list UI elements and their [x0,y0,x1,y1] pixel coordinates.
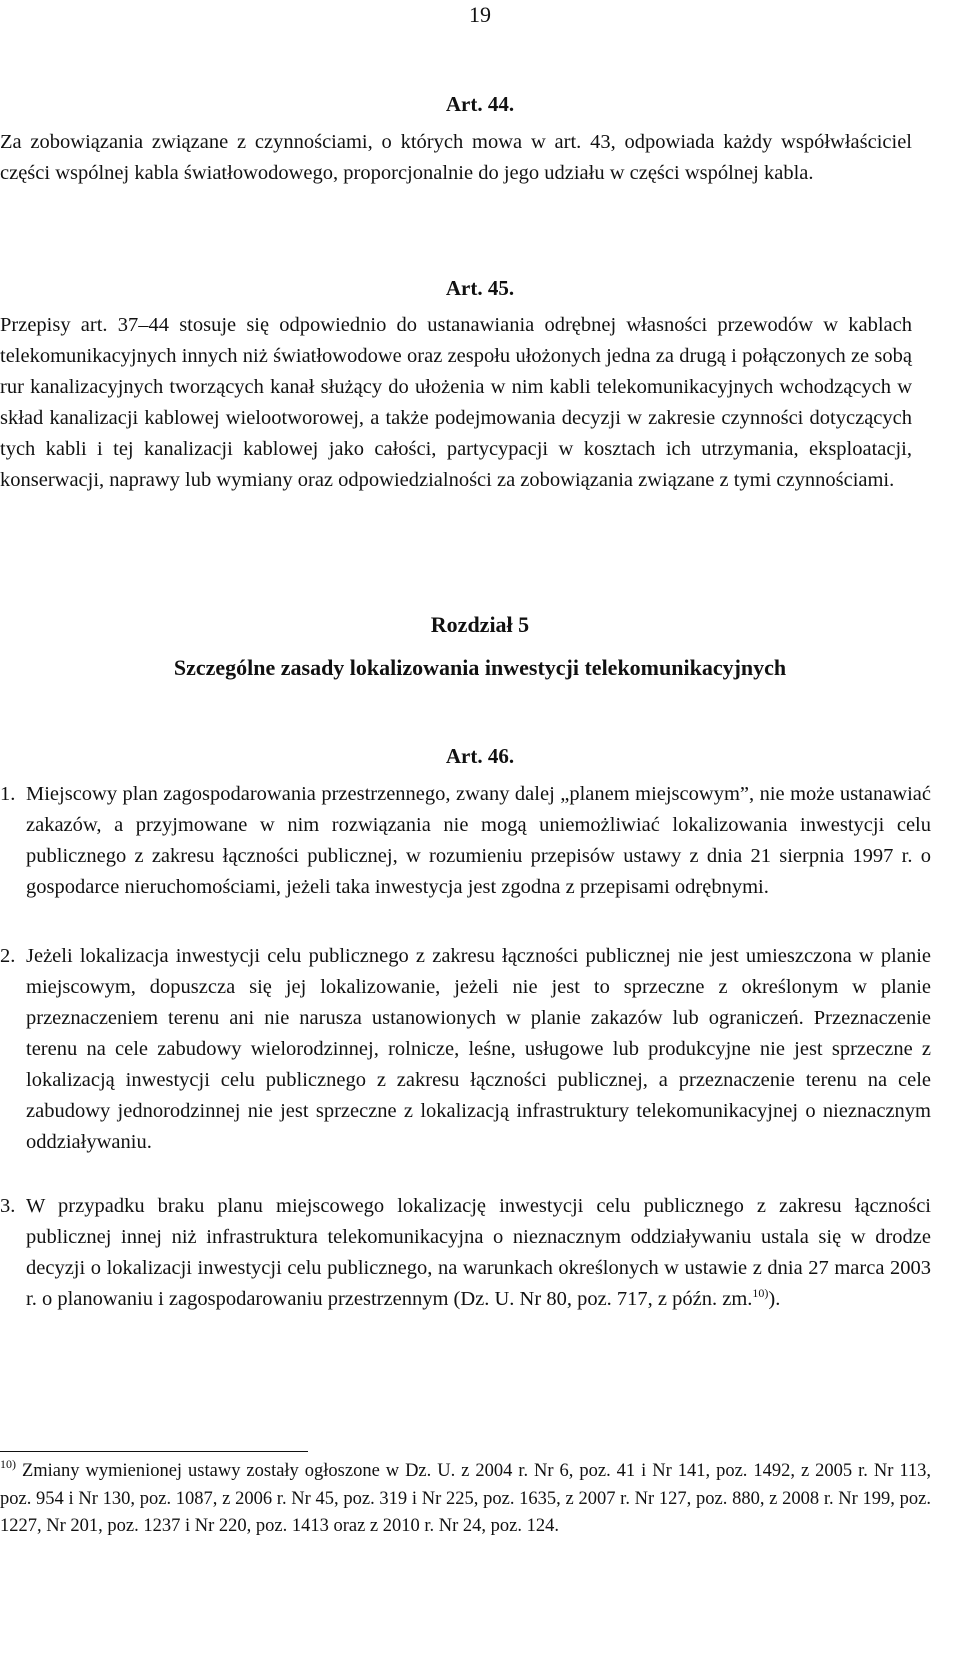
art-44-heading: Art. 44. [445,92,515,116]
art-44-text: Za zobowiązania związane z czynnościami, o których mowa w art. 43, odpowiada każdy współwłaściciel części wspólnej kabla światłowodowego, proporcjonalnie do jego udziału w części wspólnej kabla. [0,131,912,184]
paragraph-number: 2. [0,945,16,967]
footnote-marker: 10) [0,1457,16,1471]
art-46-heading: Art. 46. [445,744,515,768]
art-45-heading: Art. 45. [445,276,515,300]
paragraph-text: W przypadku braku planu miejscowego lokalizację inwestycji celu publicznego z zakresu łączności publicznej innej niż infrastruktura telekomunikacyjna o nieznacznym oddziaływaniu ustala się w drodze decyzji o lokalizacji inwestycji celu publicznego, na warunkach określonych w ustawie z dnia 27 marca 2003 r. o planowaniu i zagospodarowaniu przestrzennym (Dz. U. Nr 80, poz. 717, z późn. zm. [26,1195,931,1310]
paragraph-number: 1. [0,783,16,805]
paragraph-text-tail: ). [768,1288,781,1310]
footnote-10 [0,1458,931,1541]
chapter-title: Szczególne zasady lokalizowania inwestycji telekomunikacyjnych [173,655,787,680]
footnote-separator [0,1451,308,1452]
footnote-reference[interactable]: 10) [752,1286,769,1300]
art-46-paragraph-1 [0,779,931,903]
art-46-paragraph-2 [0,941,931,1158]
footnote-text: Zmiany wymienionej ustawy zostały ogłoszone w Dz. U. z 2004 r. Nr 6, poz. 41 i Nr 141, poz. 1492, z 2005 r. Nr 113, poz. 954 i Nr 130, poz. 1087, z 2006 r. Nr 45, poz. 319 i Nr 225, poz. 1635, z 2007 r. Nr 127, poz. 880, z 2008 r. Nr 199, poz. 1227, Nr 201, poz. 1237 i Nr 220, poz. 1413 oraz z 2010 r. Nr 24, poz. 124. [0,1461,932,1536]
page-number: 19 [469,2,491,27]
paragraph-number: 3. [0,1195,16,1217]
paragraph-text: Miejscowy plan zagospodarowania przestrzennego, zwany dalej „planem miejscowym”, nie może ustanawiać zakazów, a przyjmowane w nim rozwiązania nie mogą uniemożliwiać lokalizowania inwestycji celu publicznego z zakresu łączności publicznej, w rozumieniu przepisów ustawy z dnia 21 sierpnia 1997 r. o gospodarce nieruchomościami, jeżeli taka inwestycja jest zgodna z przepisami odrębnymi. [26,783,931,898]
paragraph-text: Jeżeli lokalizacja inwestycji celu publicznego z zakresu łączności publicznej nie jest umieszczona w planie miejscowym, dopuszcza się jej lokalizowanie, jeżeli nie jest to sprzeczne z określonym w planie przeznaczeniem terenu ani nie narusza ustanowionych w planie zakazów lub ograniczeń. Przeznaczenie terenu na cele zabudowy wielorodzinnej, rolnicze, leśne, usługowe lub produkcyjne nie jest sprzeczne z lokalizacją inwestycji celu publicznego z zakresu łączności publicznej, a przeznaczenie terenu na cele zabudowy jednorodzinnej nie jest sprzeczne z lokalizacją infrastruktury telekomunikacyjnej o nieznacznym oddziaływaniu. [26,945,931,1153]
art-45-text: Przepisy art. 37–44 stosuje się odpowiednio do ustanawiania odrębnej własności przewodów w kablach telekomunikacyjnych innych niż światłowodowe oraz zespołu ułożonych jedna za drugą i połączonych ze sobą rur kanalizacyjnych tworzących kanał służący do ułożenia w nim kabli telekomunikacyjnych wchodzących w skład kanalizacji kablowej wielootworowej, a także podejmowania decyzji w zakresie czynności dotyczących tych kabli i tej kanalizacji kablowej jako całości, partycypacji w kosztach ich utrzymania, eksploatacji, konserwacji, naprawy lub wymiany oraz odpowiedzialności za zobowiązania związane z tymi czynnościami. [0,314,912,491]
art-46-paragraph-3 [0,1191,931,1315]
chapter-number: Rozdział 5 [430,612,530,637]
